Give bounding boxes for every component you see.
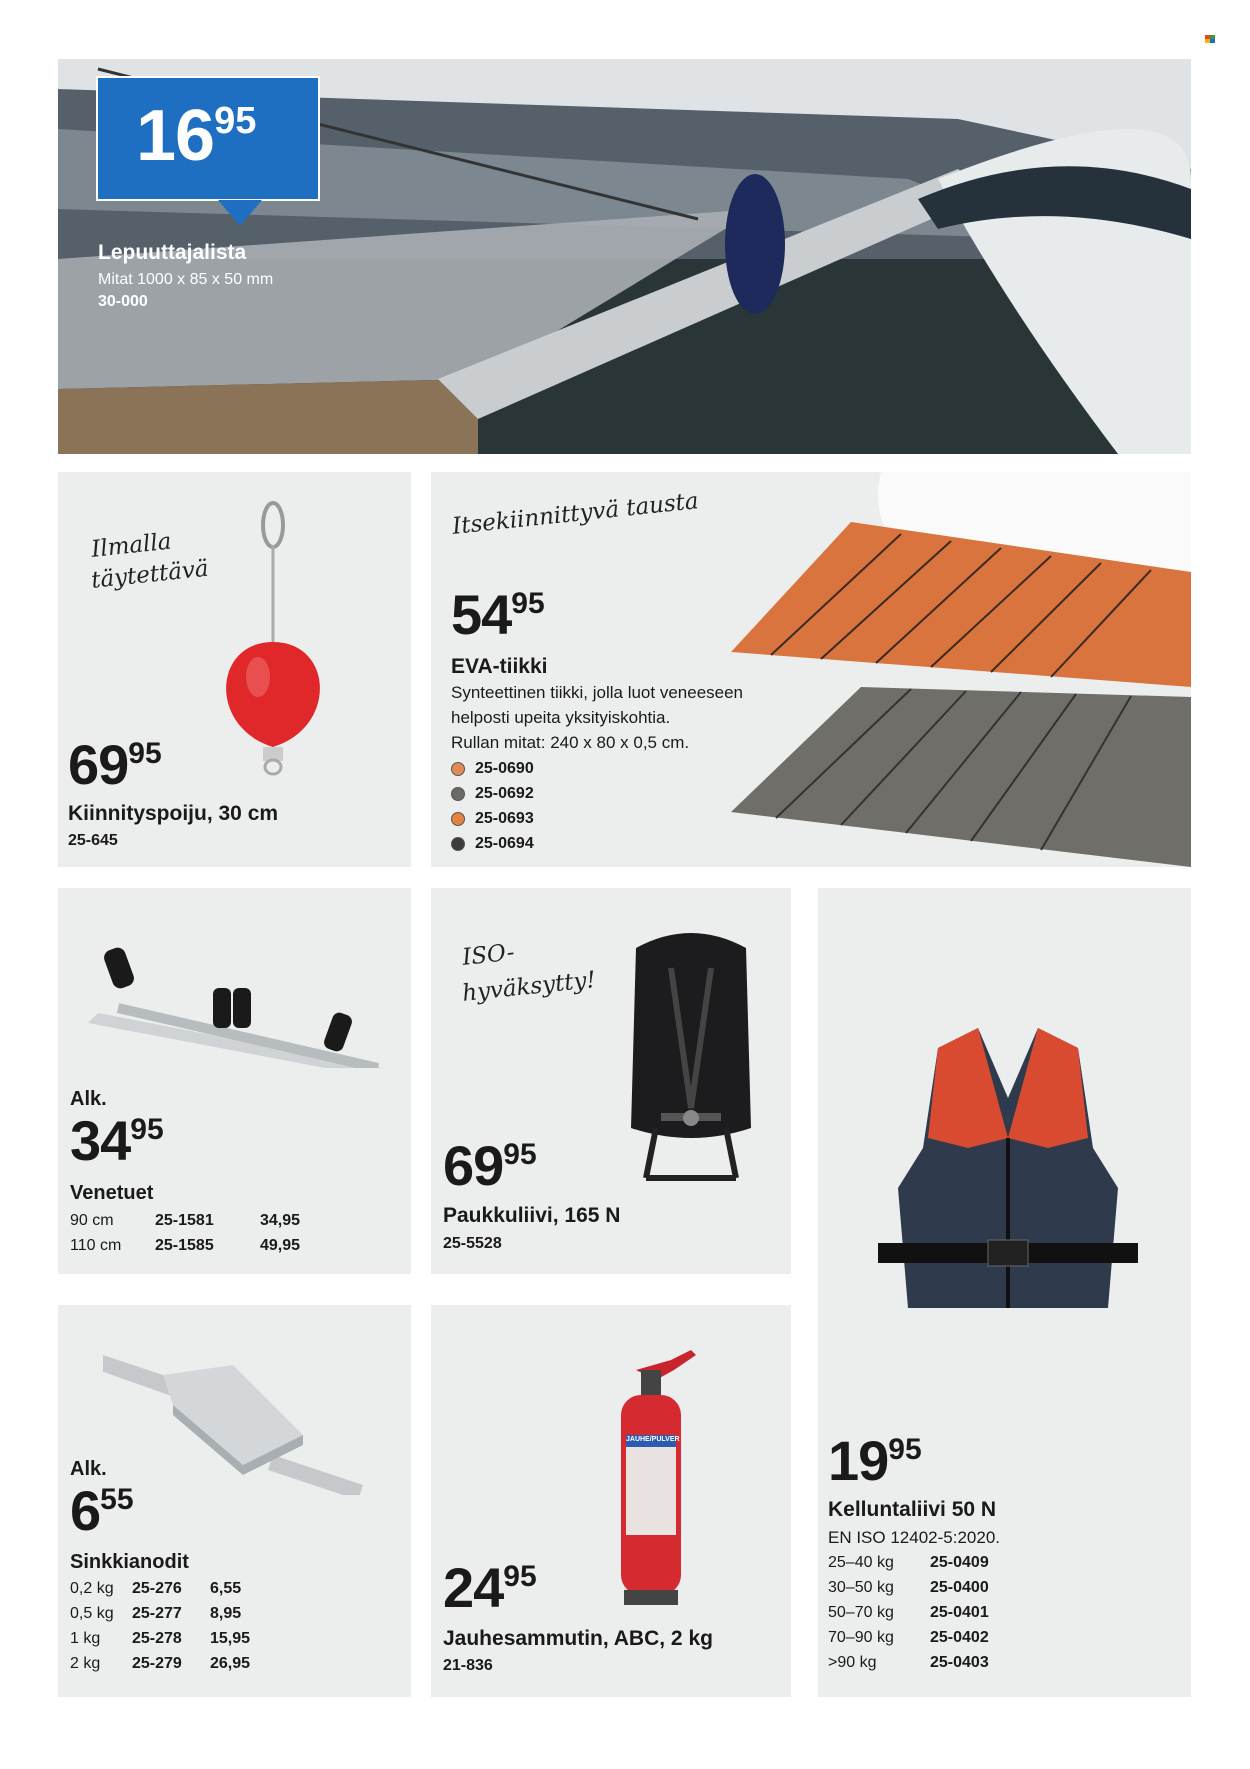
- floatvest-code: 25-0401: [930, 1603, 989, 1621]
- teak-variant-code: 25-0693: [475, 809, 534, 827]
- product-card-extinguisher: [431, 1305, 791, 1697]
- rollers-code: 25-1585: [155, 1236, 214, 1254]
- anode-price-dec: 55: [100, 1483, 134, 1516]
- rollers-price-int: 34: [70, 1109, 131, 1172]
- teak-variant-code: 25-0694: [475, 834, 534, 852]
- lifejacket-handnote-line1: ISO-: [461, 939, 516, 971]
- extinguisher-code: 21-836: [443, 1657, 493, 1674]
- floatvest-weight: 30–50 kg: [828, 1578, 894, 1596]
- anode-code: 25-276: [132, 1579, 182, 1597]
- floatvest-code: 25-0400: [930, 1578, 989, 1596]
- auto-lifejacket-image: [616, 928, 766, 1198]
- floatvest-code: 25-0402: [930, 1628, 989, 1646]
- teak-variant: [451, 781, 534, 806]
- anode-price: 6,55: [210, 1579, 242, 1597]
- hero-dims: Mitat 1000 x 85 x 50 mm: [98, 271, 274, 288]
- lifejacket-price-int: 69: [443, 1134, 504, 1197]
- product-card-float-vest: [818, 888, 1191, 1697]
- float-vest-image: [858, 1028, 1158, 1368]
- anode-price: 15,95: [210, 1629, 251, 1647]
- price-tag-pointer-icon: [218, 200, 262, 226]
- rollers-image: [78, 928, 398, 1068]
- anode-price-int: 6: [70, 1479, 101, 1542]
- table-row: [828, 1625, 989, 1650]
- teak-variant: [451, 756, 534, 781]
- teak-variant-list: [451, 756, 534, 856]
- table-row: [70, 1576, 250, 1601]
- anode-weight: 2 kg: [70, 1654, 101, 1672]
- table-row: [70, 1651, 250, 1676]
- teak-title: EVA-tiikki: [451, 655, 548, 678]
- anode-code: 25-277: [132, 1604, 182, 1622]
- buoy-title: Kiinnityspoiju, 30 cm: [68, 802, 279, 825]
- buoy-code: 25-645: [68, 832, 118, 849]
- extinguisher-price-int: 24: [443, 1556, 504, 1619]
- floatvest-spec-table: [828, 1550, 989, 1675]
- extinguisher-image: [596, 1340, 716, 1610]
- teak-image: [731, 472, 1191, 867]
- hero-price-int: 16: [136, 96, 215, 176]
- swatch-icon: [451, 812, 465, 826]
- swatch-icon: [451, 762, 465, 776]
- table-row: [828, 1650, 989, 1675]
- teak-price-int: 54: [451, 583, 512, 646]
- floatvest-weight: >90 kg: [828, 1653, 877, 1671]
- anode-spec-table: [70, 1576, 250, 1676]
- floatvest-code: 25-0403: [930, 1653, 989, 1671]
- floatvest-weight: 70–90 kg: [828, 1628, 894, 1646]
- lifejacket-handnote-line2: hyväksytty!: [461, 966, 597, 1007]
- lifejacket-code: 25-5528: [443, 1235, 502, 1252]
- anode-image: [103, 1345, 363, 1495]
- rollers-size: 110 cm: [70, 1236, 122, 1254]
- rollers-title: Venetuet: [70, 1182, 154, 1204]
- floatvest-weight: 25–40 kg: [828, 1553, 894, 1571]
- price-tag: [96, 76, 320, 201]
- rollers-price: 34,95: [260, 1211, 301, 1229]
- teak-desc-line3: Rullan mitat: 240 x 80 x 0,5 cm.: [451, 733, 690, 752]
- anode-weight: 0,2 kg: [70, 1579, 114, 1597]
- floatvest-price-dec: 95: [888, 1433, 922, 1466]
- anode-code: 25-279: [132, 1654, 182, 1672]
- table-row: [70, 1233, 300, 1258]
- anode-title: Sinkkianodit: [70, 1551, 189, 1573]
- anode-price: 8,95: [210, 1604, 242, 1622]
- buoy-handnote-line2: täytettävä: [90, 555, 210, 594]
- hero-code: 30-000: [98, 293, 148, 310]
- lifejacket-price-dec: 95: [503, 1138, 537, 1171]
- lifejacket-title: Paukkuliivi, 165 N: [443, 1204, 621, 1227]
- rollers-alk: Alk.: [70, 1088, 107, 1110]
- teak-variant: [451, 831, 534, 856]
- teak-desc-line2: helposti upeita yksityiskohtia.: [451, 708, 671, 727]
- rollers-price: 49,95: [260, 1236, 301, 1254]
- anode-alk: Alk.: [70, 1458, 107, 1480]
- hero-banner: [58, 59, 1191, 454]
- hero-price-dec: 95: [214, 100, 257, 142]
- teak-desc-line1: Synteettinen tiikki, jolla luot veneeseen: [451, 683, 744, 702]
- rollers-size: 90 cm: [70, 1211, 114, 1229]
- extinguisher-title: Jauhesammutin, ABC, 2 kg: [443, 1627, 713, 1650]
- anode-weight: 0,5 kg: [70, 1604, 114, 1622]
- swatch-icon: [451, 837, 465, 851]
- floatvest-standard: EN ISO 12402-5:2020.: [828, 1528, 1001, 1547]
- extinguisher-label: JAUHE/PULVER: [626, 1436, 680, 1443]
- product-card-rollers: [58, 888, 411, 1274]
- floatvest-weight: 50–70 kg: [828, 1603, 894, 1621]
- table-row: [70, 1208, 300, 1233]
- anode-weight: 1 kg: [70, 1629, 101, 1647]
- teak-handnote: Itsekiinnittyvä tausta: [451, 488, 700, 540]
- table-row: [70, 1626, 250, 1651]
- rollers-price-dec: 95: [130, 1113, 164, 1146]
- teak-price-dec: 95: [511, 587, 545, 620]
- buoy-image: [203, 497, 343, 777]
- anode-price: 26,95: [210, 1654, 251, 1672]
- table-row: [70, 1601, 250, 1626]
- swatch-icon: [451, 787, 465, 801]
- product-card-anode: [58, 1305, 411, 1697]
- teak-variant-code: 25-0692: [475, 784, 534, 802]
- buoy-price-int: 69: [68, 733, 129, 796]
- hero-title: Lepuuttajalista: [98, 241, 247, 264]
- rollers-code: 25-1581: [155, 1211, 214, 1229]
- product-card-buoy: [58, 472, 411, 867]
- buoy-handnote-line1: Ilmalla: [90, 528, 173, 563]
- brand-mark-icon: [1205, 35, 1215, 43]
- table-row: [828, 1575, 989, 1600]
- product-card-auto-lifejacket: [431, 888, 791, 1274]
- floatvest-title: Kelluntaliivi 50 N: [828, 1498, 997, 1521]
- table-row: [828, 1550, 989, 1575]
- product-card-teak: [431, 472, 1191, 867]
- extinguisher-price-dec: 95: [503, 1560, 537, 1593]
- floatvest-price-int: 19: [828, 1429, 889, 1492]
- rollers-spec-table: [70, 1208, 300, 1258]
- buoy-price-dec: 95: [128, 737, 162, 770]
- floatvest-code: 25-0409: [930, 1553, 989, 1571]
- anode-code: 25-278: [132, 1629, 182, 1647]
- teak-variant-code: 25-0690: [475, 759, 534, 777]
- table-row: [828, 1600, 989, 1625]
- teak-variant: [451, 806, 534, 831]
